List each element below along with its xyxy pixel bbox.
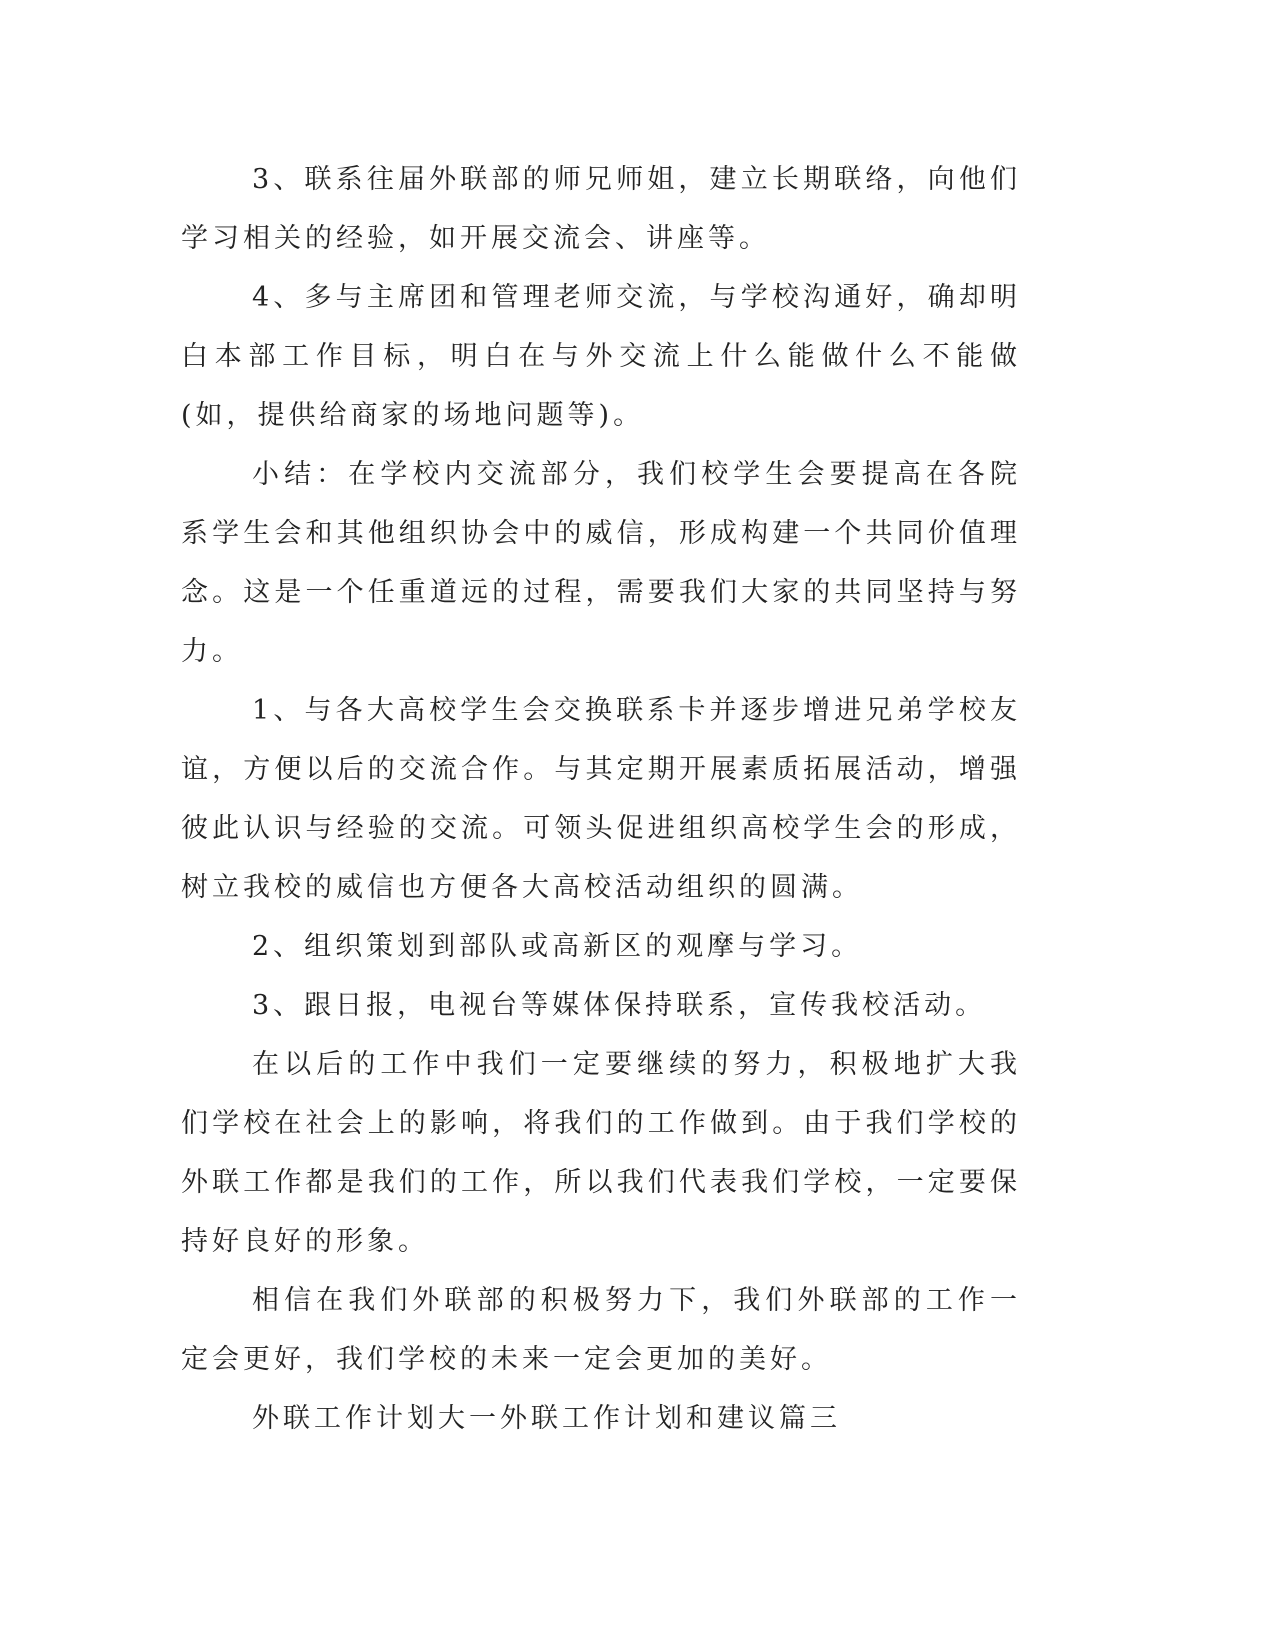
paragraph-summary: 小结：在学校内交流部分，我们校学生会要提高在各院系学生会和其他组织协会中的威信，形成构建一个共同价值理念。这是一个任重道远的过程，需要我们大家的共同坚持与努力。 [181,459,1021,667]
section-heading: 外联工作计划大一外联工作计划和建议篇三 [252,1403,841,1434]
paragraph-belief: 相信在我们外联部的积极努力下，我们外联部的工作一定会更好，我们学校的未来一定会更加的美好。 [181,1285,1021,1375]
paragraph-media-contact: 3、跟日报，电视台等媒体保持联系，宣传我校活动。 [252,990,987,1021]
document-body [181,150,1021,1448]
paragraph-communicate-presidium: 4、多与主席团和管理老师交流，与学校沟通好，确却明白本部工作目标，明白在与外交流上什么能做什么不能做(如，提供给商家的场地问题等)。 [181,282,1021,431]
paragraph-future-work: 在以后的工作中我们一定要继续的努力，积极地扩大我们学校在社会上的影响，将我们的工作做到。由于我们学校的外联工作都是我们的工作，所以我们代表我们学校，一定要保持好良好的形象。 [181,1049,1021,1257]
paragraph-organize-visit: 2、组织策划到部队或高新区的观摩与学习。 [252,931,863,962]
paragraph-exchange-universities: 1、与各大高校学生会交换联系卡并逐步增进兄弟学校友谊，方便以后的交流合作。与其定期开展素质拓展活动，增强彼此认识与经验的交流。可领头促进组织高校学生会的形成，树立我校的威信也方便各大高校活动组织的圆满。 [181,695,1021,903]
paragraph-contact-seniors: 3、联系往届外联部的师兄师姐，建立长期联络，向他们学习相关的经验，如开展交流会、讲座等。 [181,164,1021,254]
